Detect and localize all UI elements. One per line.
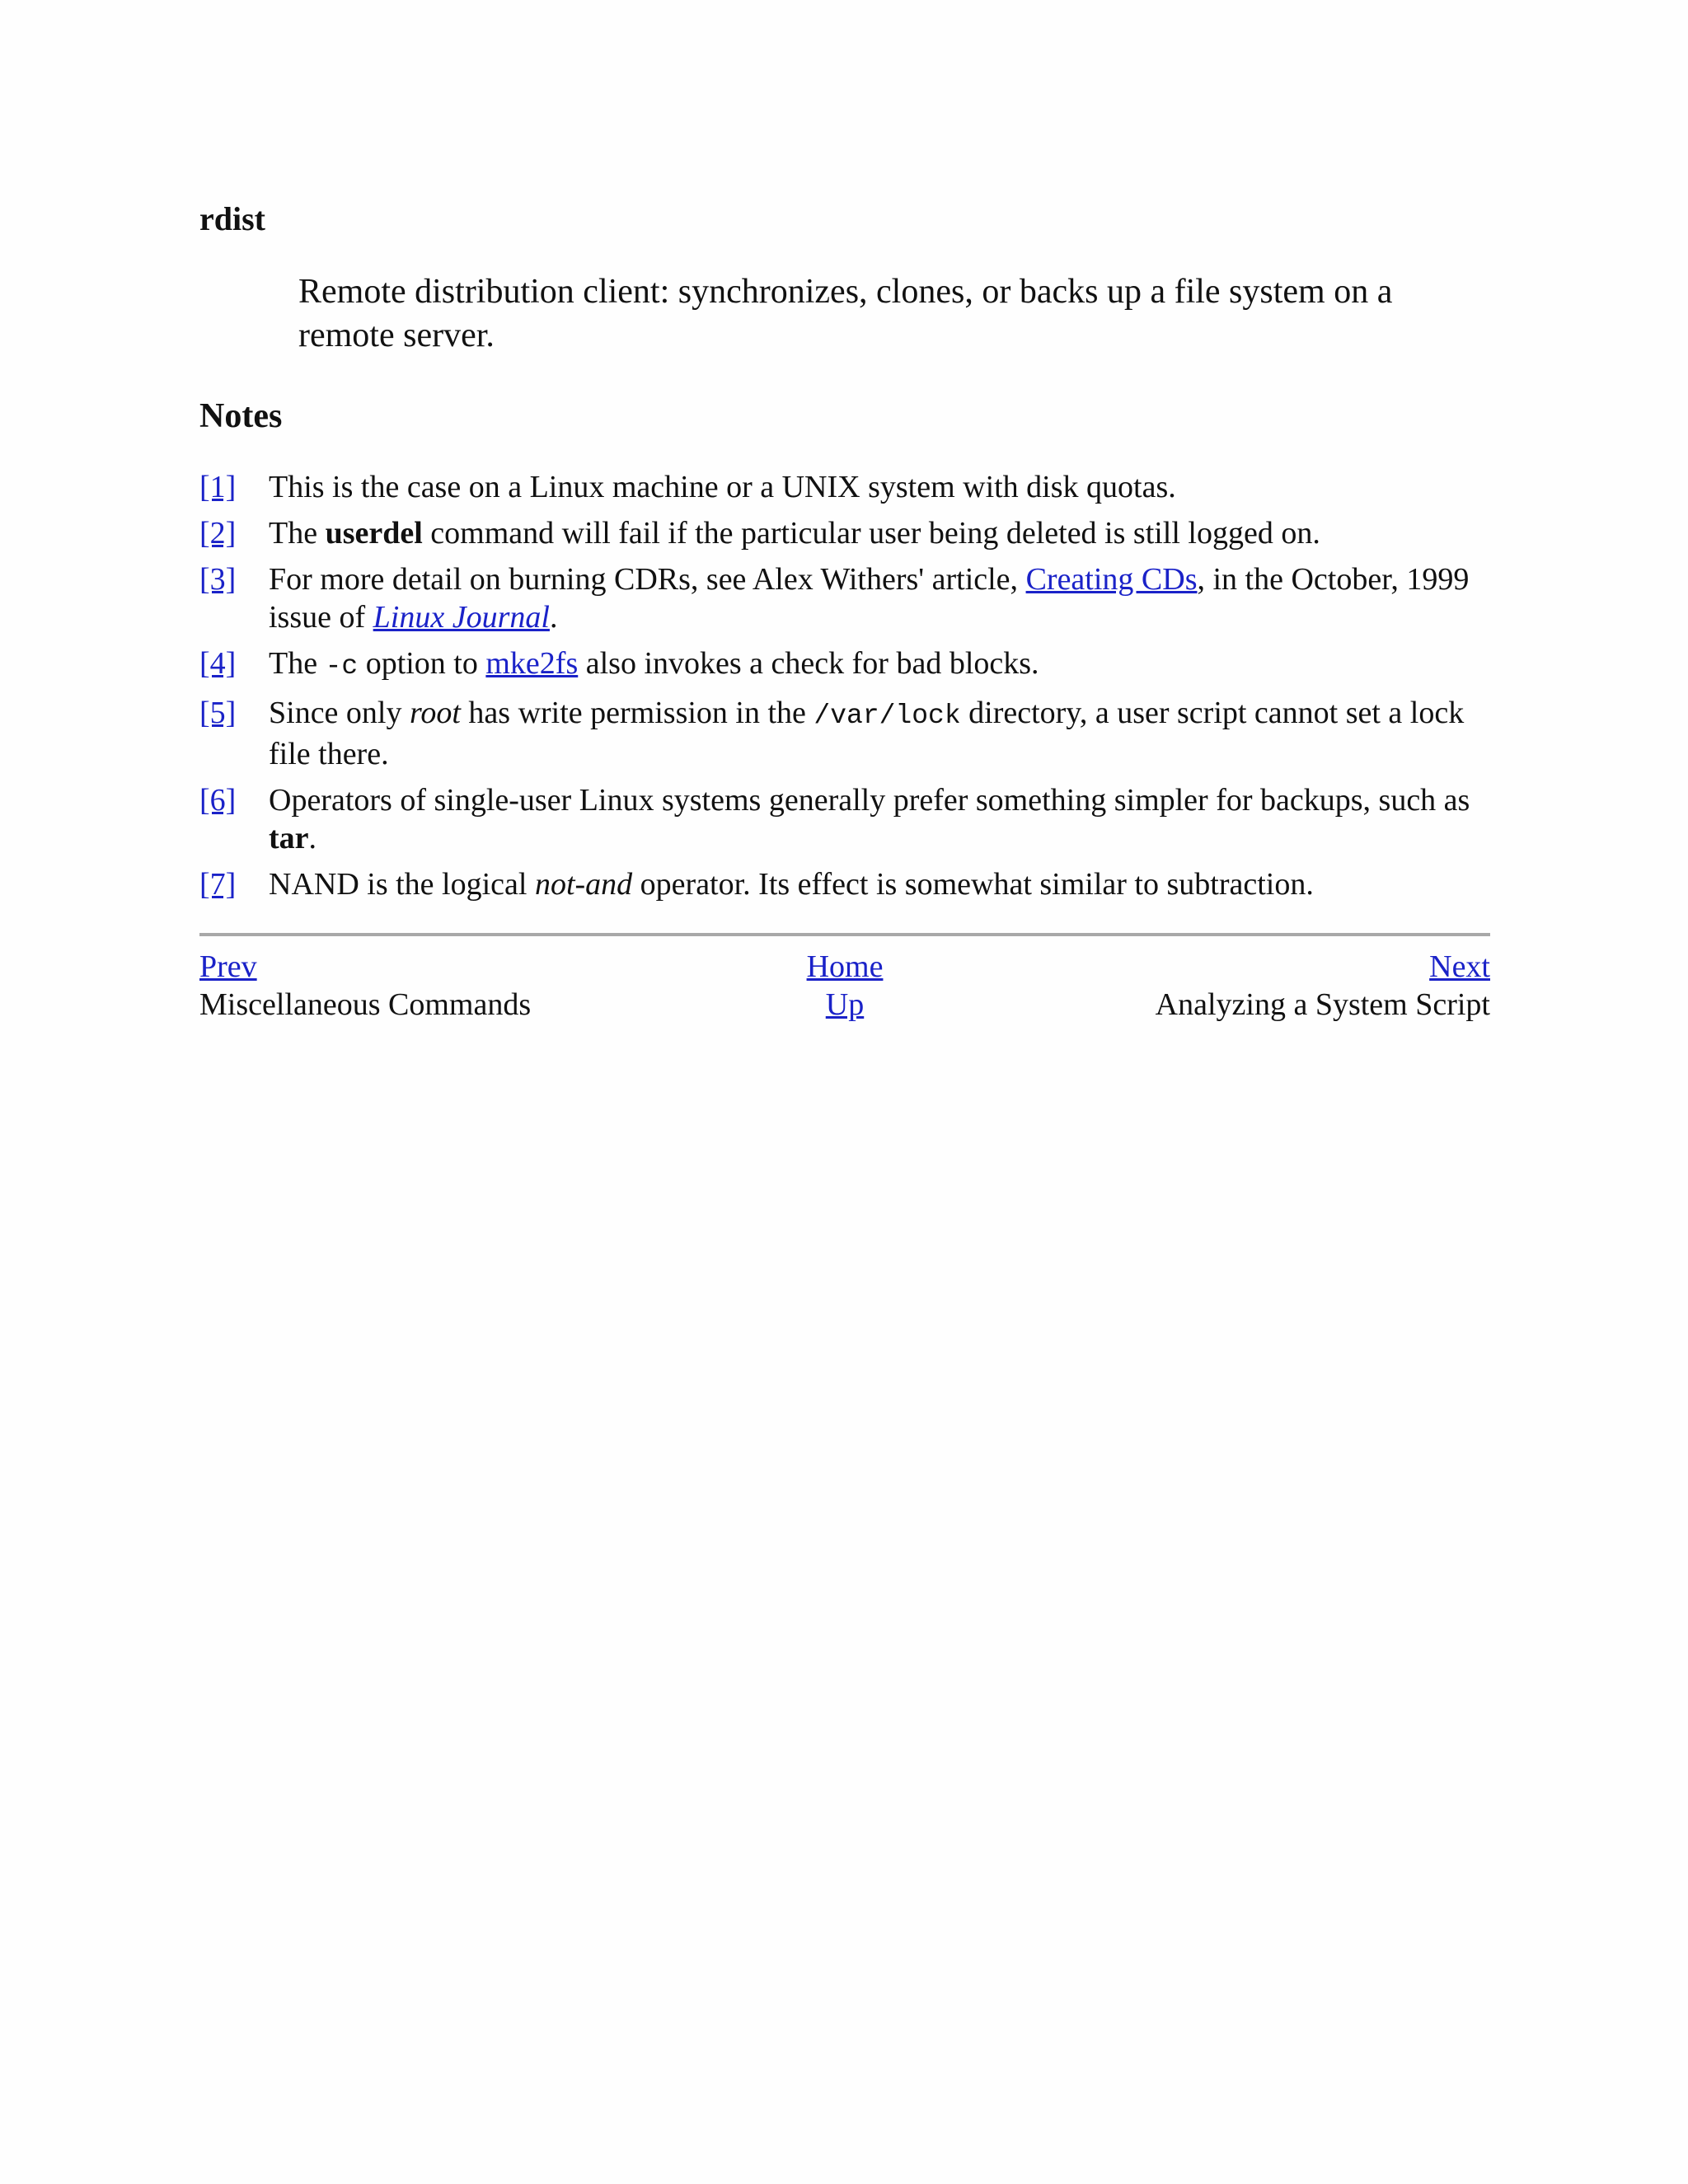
- notes-heading: Notes: [199, 397, 283, 435]
- up-link[interactable]: Up: [825, 987, 865, 1022]
- note-2-link[interactable]: [2]: [199, 516, 237, 551]
- note-1-link[interactable]: [1]: [199, 470, 237, 504]
- creating-cds-link[interactable]: Creating CDs: [1025, 562, 1198, 597]
- note-7-link[interactable]: [7]: [199, 867, 237, 902]
- entry-definition: Remote distribution client: synchronizes, clones, or backs up a file system on a remote server.: [298, 273, 1393, 354]
- root-term: root: [409, 696, 461, 730]
- document-page: [199, 198, 1490, 1024]
- notes-list: [199, 468, 1490, 912]
- prev-link[interactable]: Prev: [199, 949, 257, 984]
- next-title: Analyzing a System Script: [1155, 987, 1490, 1022]
- command-name: tar: [269, 821, 309, 855]
- note-item: [199, 560, 1490, 644]
- note-item: [199, 514, 1490, 560]
- prev-title: Miscellaneous Commands: [199, 987, 532, 1022]
- note-3-text: For more detail on burning CDRs, see Alex Withers' article, Creating CDs, in the October, 1999 issue of Linux Journal.: [269, 562, 1470, 635]
- note-5-text: Since only root has write permission in the /var/lock directory, a user script cannot set a lock file there.: [269, 696, 1465, 771]
- footer-navigation: [199, 948, 1490, 1024]
- note-item: [199, 694, 1490, 781]
- mke2fs-link[interactable]: mke2fs: [485, 646, 579, 681]
- linux-journal-link[interactable]: Linux Journal: [373, 600, 550, 635]
- note-3-link[interactable]: [3]: [199, 562, 237, 597]
- note-item: [199, 468, 1490, 514]
- note-item: [199, 644, 1490, 694]
- note-1-text: This is the case on a Linux machine or a UNIX system with disk quotas.: [269, 470, 1176, 504]
- path-code: /var/lock: [814, 701, 961, 731]
- note-5-link[interactable]: [5]: [199, 696, 237, 730]
- next-link[interactable]: Next: [1429, 949, 1490, 984]
- note-4-link[interactable]: [4]: [199, 646, 237, 681]
- command-name: userdel: [325, 516, 423, 551]
- note-7-text: NAND is the logical not-and operator. Its effect is somewhat similar to subtraction.: [269, 867, 1314, 902]
- not-and-term: not-and: [534, 867, 633, 902]
- note-2-text: The userdel command will fail if the particular user being deleted is still logged on.: [269, 516, 1320, 551]
- home-link[interactable]: Home: [806, 949, 884, 984]
- entry-term: rdist: [199, 200, 265, 237]
- note-4-text: The -c option to mke2fs also invokes a check for bad blocks.: [269, 646, 1039, 682]
- note-6-text: Operators of single-user Linux systems generally prefer something simpler for backups, such as tar.: [269, 783, 1470, 855]
- footer-divider: [199, 933, 1490, 936]
- note-6-link[interactable]: [6]: [199, 783, 237, 818]
- option-code: -c: [325, 651, 359, 682]
- note-item: [199, 781, 1490, 865]
- note-item: [199, 865, 1490, 912]
